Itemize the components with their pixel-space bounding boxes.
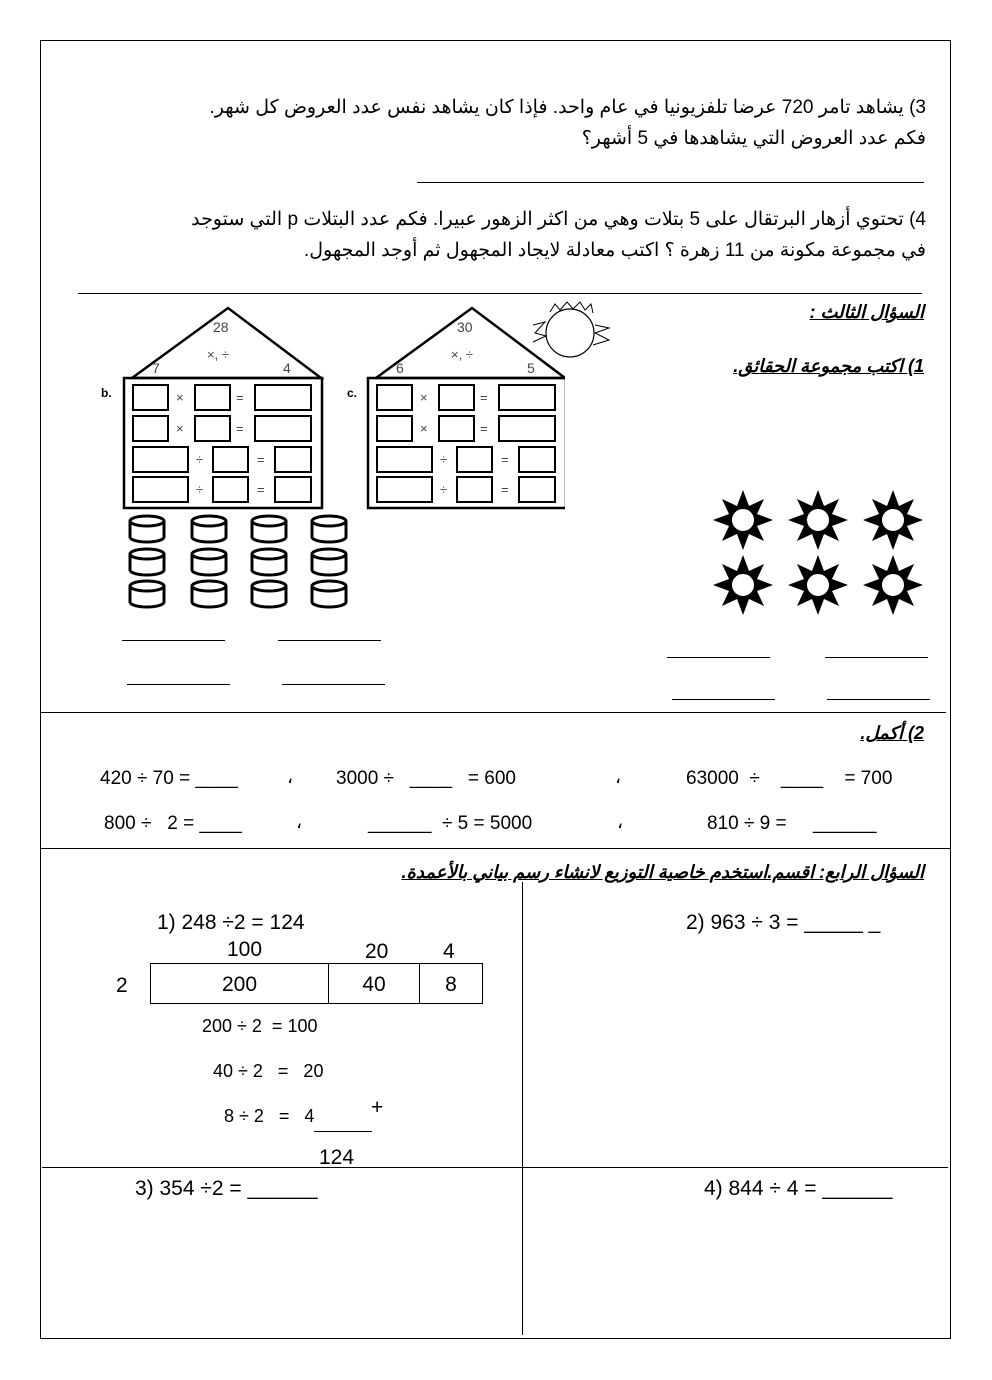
svg-text:=: = [501, 482, 509, 497]
step: 200 ÷ 2 = 100 [202, 1016, 318, 1036]
answer-blank[interactable] [672, 699, 775, 700]
equation[interactable]: 63000 ÷ ____ = 700 [686, 768, 893, 789]
svg-text:=: = [236, 421, 244, 436]
svg-text:÷: ÷ [440, 452, 448, 467]
answer-line[interactable] [78, 293, 922, 294]
fact-family-houses [95, 305, 565, 515]
house-factor: 4 [283, 360, 291, 376]
sun-icon [525, 300, 615, 370]
question-3 [66, 92, 926, 154]
house-letter: c. [347, 386, 358, 400]
area-model-box: 40 [328, 963, 420, 1004]
divider [40, 848, 951, 849]
flowers-array [710, 485, 930, 620]
equation[interactable]: 420 ÷ 70 = ____ [100, 768, 238, 789]
problem-2[interactable]: 2) 963 ÷ 3 = _____ _ [686, 911, 881, 934]
area-model-box: 200 [150, 963, 329, 1004]
plus-sign: + [371, 1096, 384, 1119]
answer-blank[interactable] [127, 684, 230, 685]
answer-line[interactable] [417, 182, 924, 183]
house-product: 30 [457, 319, 473, 335]
step: 40 ÷ 2 = 20 [213, 1061, 324, 1081]
equation[interactable]: 810 ÷ 9 = ______ [707, 813, 877, 834]
svg-text:÷: ÷ [196, 482, 204, 497]
bar-label: 100 [227, 938, 263, 961]
svg-text:÷: ÷ [196, 452, 204, 467]
svg-text:=: = [480, 421, 488, 436]
separator: ، [287, 767, 294, 788]
house-factor: 6 [396, 360, 404, 376]
answer-blank[interactable] [825, 657, 928, 658]
house-letter: b. [101, 386, 112, 400]
answer-blank[interactable] [282, 684, 385, 685]
house-factor: 5 [527, 360, 535, 376]
question-4-line1: 4) تحتوي أزهار البرتقال على 5 بتلات وهي من اكثر الزهور عبيرا. فكم عدد البتلات p التي ستوجد [191, 209, 926, 230]
question-4-line2: في مجموعة مكونة من 11 زهرة ؟ اكتب معادلة لايجاد المجهول ثم أوجد المجهول. [303, 240, 926, 261]
problem-3[interactable]: 3) 354 ÷2 = ______ [135, 1177, 318, 1200]
house-operations: ×, ÷ [451, 347, 473, 362]
svg-text:=: = [236, 390, 244, 405]
section-4-title: السؤال الرابع: اقسم.استخدم خاصية التوزيع لانشاء رسم بياني بالأعمدة. [401, 862, 924, 882]
separator: ، [617, 812, 624, 833]
answer-blank[interactable] [667, 657, 770, 658]
answer-blank[interactable] [278, 640, 381, 641]
fact-house-b [101, 308, 322, 508]
svg-text:×: × [176, 390, 184, 405]
svg-text:×: × [420, 390, 428, 405]
divider [522, 882, 523, 1335]
equation[interactable]: 3000 ÷ ____ = 600 [336, 768, 516, 789]
house-operations: ×, ÷ [207, 347, 229, 362]
equation[interactable]: ______ ÷ 5 = 5000 [368, 813, 533, 834]
problem-1: 1) 248 ÷2 = 124 [157, 911, 305, 934]
svg-text:=: = [257, 452, 265, 467]
separator: ، [615, 767, 622, 788]
part-2-title: 2) أكمل. [860, 723, 924, 743]
divider [40, 712, 946, 713]
step: 8 ÷ 2 = 4 [224, 1106, 315, 1126]
separator: ، [296, 812, 303, 833]
cylinders-array [120, 510, 360, 615]
svg-text:÷: ÷ [440, 482, 448, 497]
svg-text:=: = [480, 390, 488, 405]
bar-divisor: 2 [116, 974, 128, 997]
svg-text:=: = [257, 482, 265, 497]
equation[interactable]: 800 ÷ 2 = ____ [104, 813, 242, 834]
total: 124 [319, 1146, 355, 1169]
svg-text:×: × [176, 421, 184, 436]
bar-label: 4 [443, 940, 455, 963]
answer-blank[interactable] [827, 699, 930, 700]
divider [42, 1167, 948, 1168]
sum-line [314, 1131, 372, 1132]
question-4 [66, 204, 926, 266]
question-3-line2: فكم عدد العروض التي يشاهدها في 5 أشهر؟ [581, 128, 926, 149]
bar-label: 20 [365, 940, 389, 963]
question-3-line1: 3) يشاهد تامر 720 عرضا تلفزيونيا في عام واحد. فإذا كان يشاهد نفس عدد العروض كل شهر. [209, 97, 926, 118]
house-factor: 7 [152, 360, 160, 376]
part-1-title: 1) اكتب مجموعة الحقائق. [733, 356, 924, 376]
problem-4[interactable]: 4) 844 ÷ 4 = ______ [704, 1177, 893, 1200]
section-3-title: السؤال الثالث : [809, 302, 924, 322]
svg-text:=: = [501, 452, 509, 467]
answer-blank[interactable] [122, 640, 225, 641]
svg-text:×: × [420, 421, 428, 436]
area-model-box: 8 [419, 963, 483, 1004]
house-product: 28 [213, 319, 229, 335]
